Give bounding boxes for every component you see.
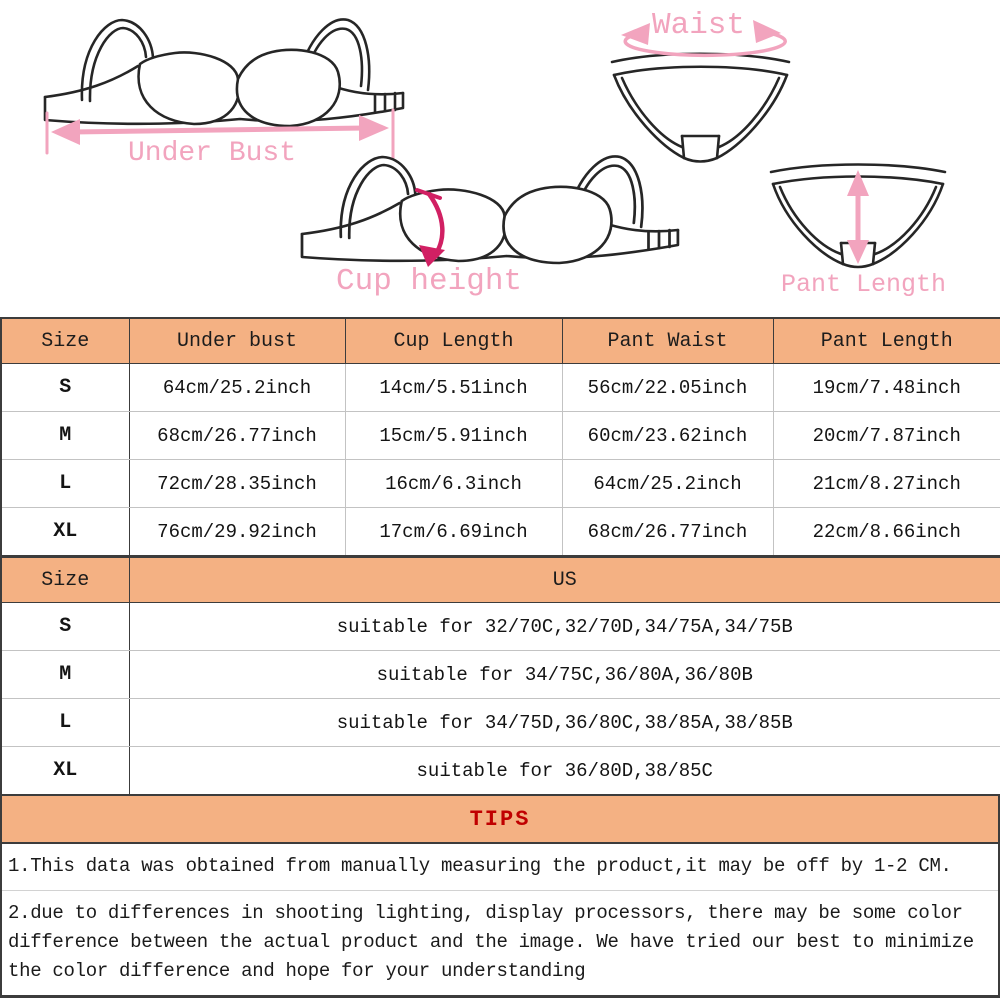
size-cell: S [1, 364, 129, 412]
column-header-pant-waist: Pant Waist [562, 318, 773, 364]
pant-waist-cell: 68cm/26.77inch [562, 508, 773, 557]
tips-title: TIPS [469, 806, 531, 832]
cup-length-cell: 16cm/6.3inch [345, 460, 562, 508]
cup-height-label: Cup height [336, 264, 523, 299]
column-header-cup-length: Cup Length [345, 318, 562, 364]
table-row-l [1, 699, 1000, 747]
under-bust-cell: 72cm/28.35inch [129, 460, 345, 508]
column-header-under-bust: Under bust [129, 318, 345, 364]
column-header-size: Size [1, 558, 129, 603]
cup-length-cell: 14cm/5.51inch [345, 364, 562, 412]
measurement-table [0, 317, 1000, 557]
pant-length-arrow [847, 170, 869, 264]
pant-waist-cell: 64cm/25.2inch [562, 460, 773, 508]
table-row-s [1, 364, 1000, 412]
size-cell: L [1, 699, 129, 747]
note-color-difference: 2.due to differences in shooting lighting, display processors, there may be some color difference between the actual product and the image. We have tried our best to minimize the color difference and hope for your understanding [8, 902, 974, 982]
table-row-m [1, 412, 1000, 460]
pant-length-cell: 19cm/7.48inch [773, 364, 1000, 412]
under-bust-cell: 76cm/29.92inch [129, 508, 345, 557]
bra-front-sketch [45, 19, 403, 126]
pant-length-label: Pant Length [781, 270, 947, 299]
us-header-row [1, 558, 1000, 603]
under-bust-label: Under Bust [128, 138, 297, 169]
under-bust-cell: 64cm/25.2inch [129, 364, 345, 412]
table-row-m [1, 651, 1000, 699]
size-cell: M [1, 412, 129, 460]
panty-waist-sketch [612, 54, 789, 162]
us-fit-cell: suitable for 34/75C,36/80A,36/80B [129, 651, 1000, 699]
under-bust-cell: 68cm/26.77inch [129, 412, 345, 460]
notes-section [0, 844, 1000, 998]
column-header-pant-length: Pant Length [773, 318, 1000, 364]
pant-length-cell: 21cm/8.27inch [773, 460, 1000, 508]
size-cell: M [1, 651, 129, 699]
size-cell: L [1, 460, 129, 508]
pant-length-cell: 20cm/7.87inch [773, 412, 1000, 460]
size-cell: XL [1, 508, 129, 557]
column-header-us: US [129, 558, 1000, 603]
table-row-xl [1, 508, 1000, 557]
pant-length-cell: 22cm/8.66inch [773, 508, 1000, 557]
size-chart-tables [0, 317, 1000, 998]
measurement-header-row [1, 318, 1000, 364]
us-fit-cell: suitable for 36/80D,38/85C [129, 747, 1000, 796]
cup-length-cell: 17cm/6.69inch [345, 508, 562, 557]
us-size-table [0, 557, 1000, 796]
us-fit-cell: suitable for 34/75D,36/80C,38/85A,38/85B [129, 699, 1000, 747]
note-measuring-tolerance: 1.This data was obtained from manually measuring the product,it may be off by 1-2 CM. [2, 844, 998, 891]
us-fit-cell: suitable for 32/70C,32/70D,34/75A,34/75B [129, 603, 1000, 651]
pant-waist-cell: 56cm/22.05inch [562, 364, 773, 412]
size-cell: S [1, 603, 129, 651]
waist-label: Waist [652, 8, 746, 43]
tips-banner [0, 796, 1000, 844]
size-cell: XL [1, 747, 129, 796]
table-row-l [1, 460, 1000, 508]
column-header-size: Size [1, 318, 129, 364]
table-row-s [1, 603, 1000, 651]
table-row-xl [1, 747, 1000, 796]
bra-cup-height-sketch [302, 156, 678, 263]
cup-length-cell: 15cm/5.91inch [345, 412, 562, 460]
pant-waist-cell: 60cm/23.62inch [562, 412, 773, 460]
